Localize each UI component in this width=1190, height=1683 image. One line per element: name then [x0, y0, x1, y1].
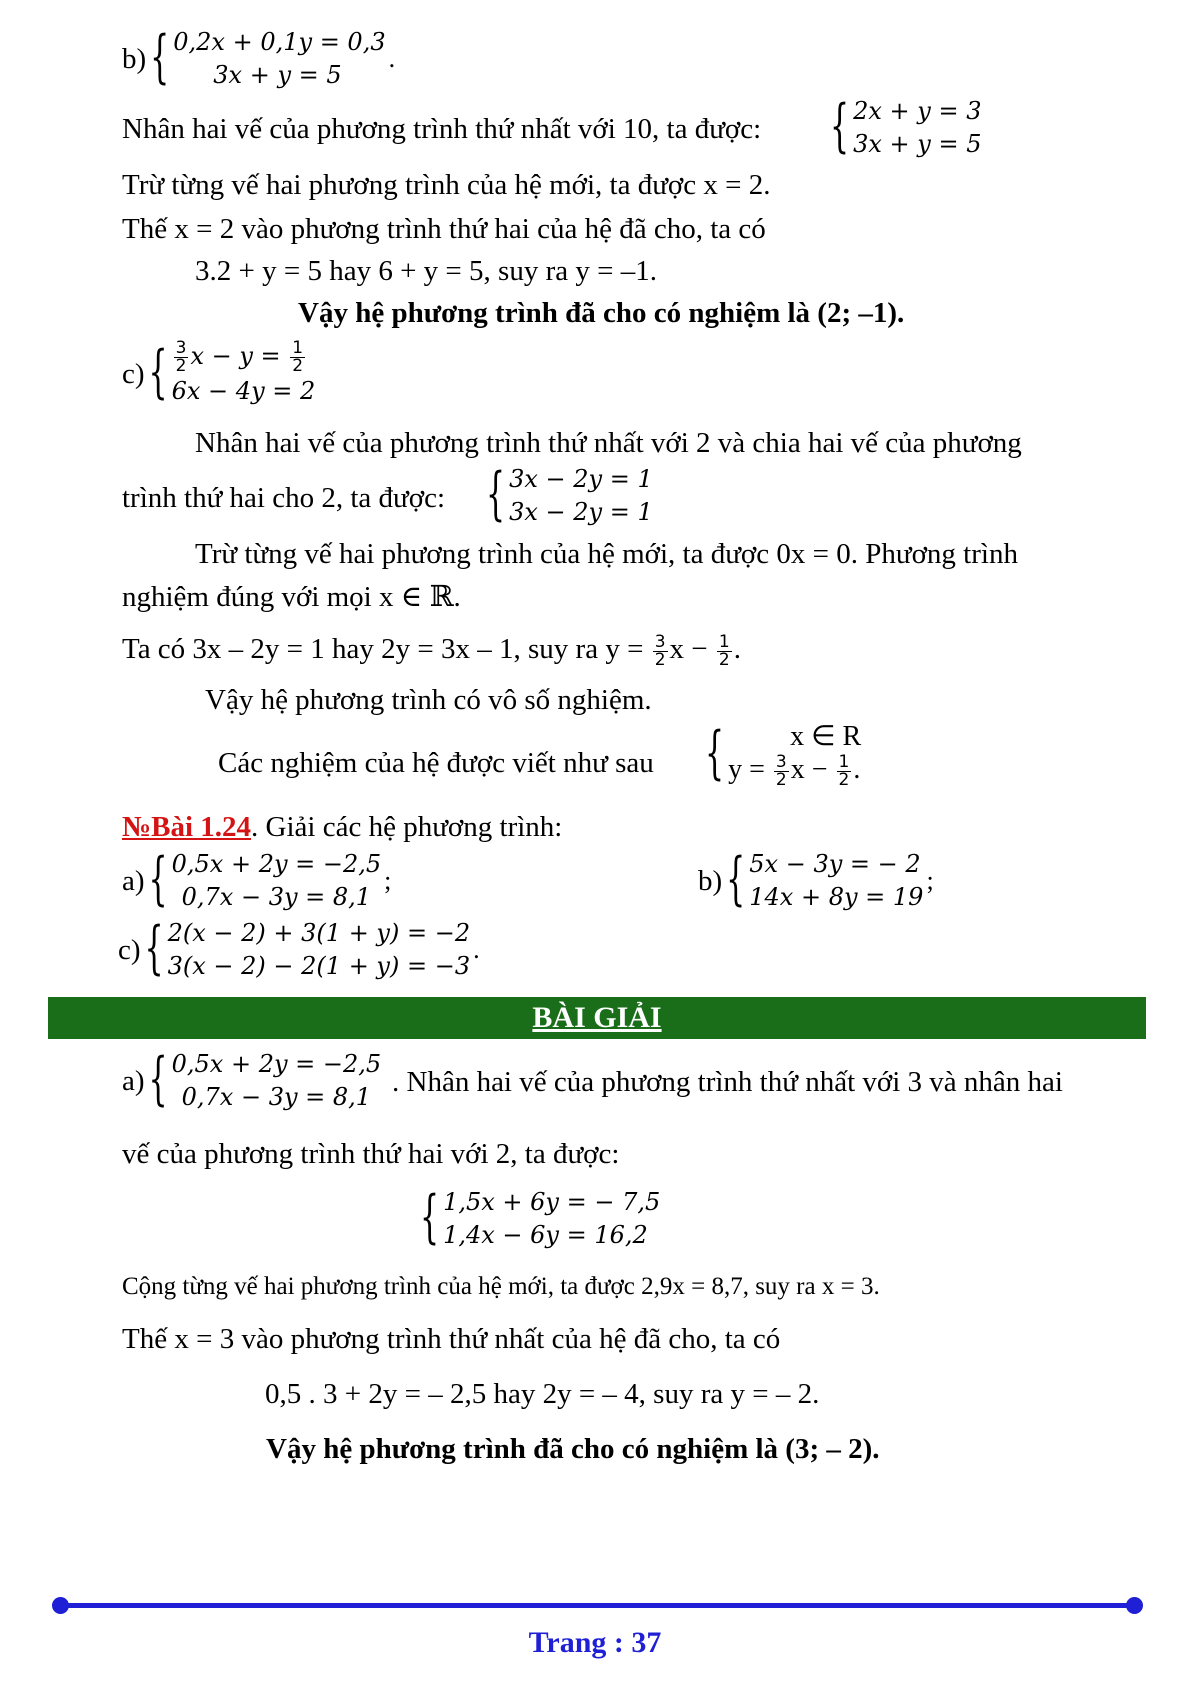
- problem-c: c) { 2(x − 2) + 3(1 + y) = −2 3(x − 2) − 2(1 + y) = −3 .: [118, 915, 480, 983]
- eq-row: $\frac{3}{2}$ x − y = $\frac{1}{2}$: [175, 338, 304, 376]
- text-line: Thế x = 3 vào phương trình thứ nhất của hệ đã cho, ta có: [122, 1323, 781, 1355]
- text-line: nghiệm đúng với mọi x ∈ ℝ.: [122, 581, 461, 613]
- eq-row: 0,5x + 2y = −2,5: [171, 850, 382, 878]
- text-line: Nhân hai vế của phương trình thứ nhất với 2 và chia hai vế của phương: [195, 427, 1022, 459]
- problem-heading: №Bài 1.24. Giải các hệ phương trình:: [122, 811, 563, 843]
- brace: {: [830, 93, 850, 161]
- text-line: Các nghiệm của hệ được viết như sau: [218, 747, 654, 779]
- fraction: $\frac{3}{2}$: [775, 752, 787, 791]
- brace: {: [150, 24, 170, 92]
- text-line: Vậy hệ phương trình có vô số nghiệm.: [205, 684, 652, 716]
- eq-row: 3x + y = 5: [853, 130, 982, 158]
- fraction: $\frac{1}{2}$: [292, 338, 304, 376]
- solution-a-system: a) { 0,5x + 2y = −2,5 0,7x − 3y = 8,1: [122, 1046, 382, 1114]
- eq-row: 1,5x + 6y = − 7,5: [443, 1188, 661, 1216]
- brace: {: [420, 1184, 440, 1252]
- eq-row: 3x + y = 5: [213, 61, 342, 89]
- eq-row: 0,7x − 3y = 8,1: [181, 1083, 372, 1111]
- eq-row: 3(x − 2) − 2(1 + y) = −3: [167, 952, 471, 980]
- eq-row: 2x + y = 3: [853, 97, 982, 125]
- system-c: [122, 340, 315, 408]
- brace: {: [486, 461, 506, 529]
- eq-row: y = $\frac{3}{2}$ x − $\frac{1}{2}$ .: [728, 752, 861, 791]
- label-c: c): [122, 357, 145, 390]
- eq-row: 1,4x − 6y = 16,2: [443, 1221, 648, 1249]
- eq-row: 3x − 2y = 1: [509, 498, 653, 526]
- text-line: Ta có 3x – 2y = 1 hay 2y = 3x – 1, suy ra y = $\frac{3}{2}$ x − $\frac{1}{2}$ .: [122, 631, 741, 670]
- problem-b: b) { 5x − 3y = − 2 14x + 8y = 19 ;: [698, 846, 934, 914]
- solution-banner: [48, 997, 1146, 1039]
- solution-system: [705, 720, 861, 789]
- eq-row: 0,5x + 2y = −2,5: [171, 1050, 382, 1078]
- fraction: $\frac{1}{2}$: [838, 752, 850, 791]
- fraction: $\frac{1}{2}$: [718, 631, 730, 670]
- solution-a-new-system: [420, 1186, 660, 1252]
- text-line: Trừ từng vế hai phương trình của hệ mới, ta được 0x = 0. Phương trình: [195, 538, 1018, 570]
- banner-title: BÀI GIẢI: [532, 1001, 662, 1034]
- page-number: Trang : 37: [528, 1626, 662, 1659]
- conclusion: Vậy hệ phương trình đã cho có nghiệm là (3; – 2).: [266, 1433, 880, 1465]
- text-line: trình thứ hai cho 2, ta được:: [122, 482, 446, 514]
- footer-line: [60, 1603, 1134, 1608]
- text-line: Trừ từng vế hai phương trình của hệ mới, ta được x = 2.: [122, 169, 771, 201]
- problem-number: №Bài 1.24: [122, 811, 252, 843]
- fraction: $\frac{3}{2}$: [175, 338, 187, 376]
- fraction: $\frac{3}{2}$: [654, 631, 666, 670]
- label-b: b): [122, 42, 147, 75]
- text-line: Thế x = 2 vào phương trình thứ hai của hệ đã cho, ta có: [122, 213, 766, 245]
- brace: {: [148, 846, 168, 914]
- eq-row: 2(x − 2) + 3(1 + y) = −2: [167, 919, 471, 947]
- eq-row: 0,7x − 3y = 8,1: [181, 883, 372, 911]
- system-b: b) { 0,2x + 0,1y = 0,3 3x + y = 5 .: [122, 24, 396, 92]
- text-line: vế của phương trình thứ hai với 2, ta được:: [122, 1138, 620, 1170]
- eq-row: 14x + 8y = 19: [749, 883, 924, 911]
- brace: {: [726, 846, 746, 914]
- brace: {: [148, 1046, 168, 1114]
- text-line: Cộng từng vế hai phương trình của hệ mới, ta được 2,9x = 8,7, suy ra x = 3.: [122, 1273, 880, 1300]
- brace: {: [705, 720, 725, 787]
- brace: {: [144, 915, 164, 983]
- system-b-new: [830, 95, 981, 161]
- conclusion: Vậy hệ phương trình đã cho có nghiệm là (2; –1).: [298, 297, 905, 329]
- eq-row: x ∈ R: [790, 721, 862, 752]
- brace: {: [148, 339, 168, 407]
- footer-dot-right: [1126, 1597, 1143, 1614]
- text-line: 3.2 + y = 5 hay 6 + y = 5, suy ra y = –1.: [195, 255, 657, 287]
- text-line: . Nhân hai vế của phương trình thứ nhất với 3 và nhân hai: [392, 1066, 1063, 1098]
- eq-row: 6x − 4y = 2: [171, 377, 316, 405]
- eq-row: 3x − 2y = 1: [509, 465, 653, 493]
- eq-row: 0,2x + 0,1y = 0,3: [173, 28, 386, 56]
- eq-row: 5x − 3y = − 2: [749, 850, 921, 878]
- text-line: Nhân hai vế của phương trình thứ nhất với 10, ta được:: [122, 113, 762, 145]
- system-c-new: [486, 463, 653, 529]
- problem-a: a) { 0,5x + 2y = −2,5 0,7x − 3y = 8,1 ;: [122, 846, 392, 914]
- text-line: 0,5 . 3 + 2y = – 2,5 hay 2y = – 4, suy ra y = – 2.: [265, 1378, 820, 1410]
